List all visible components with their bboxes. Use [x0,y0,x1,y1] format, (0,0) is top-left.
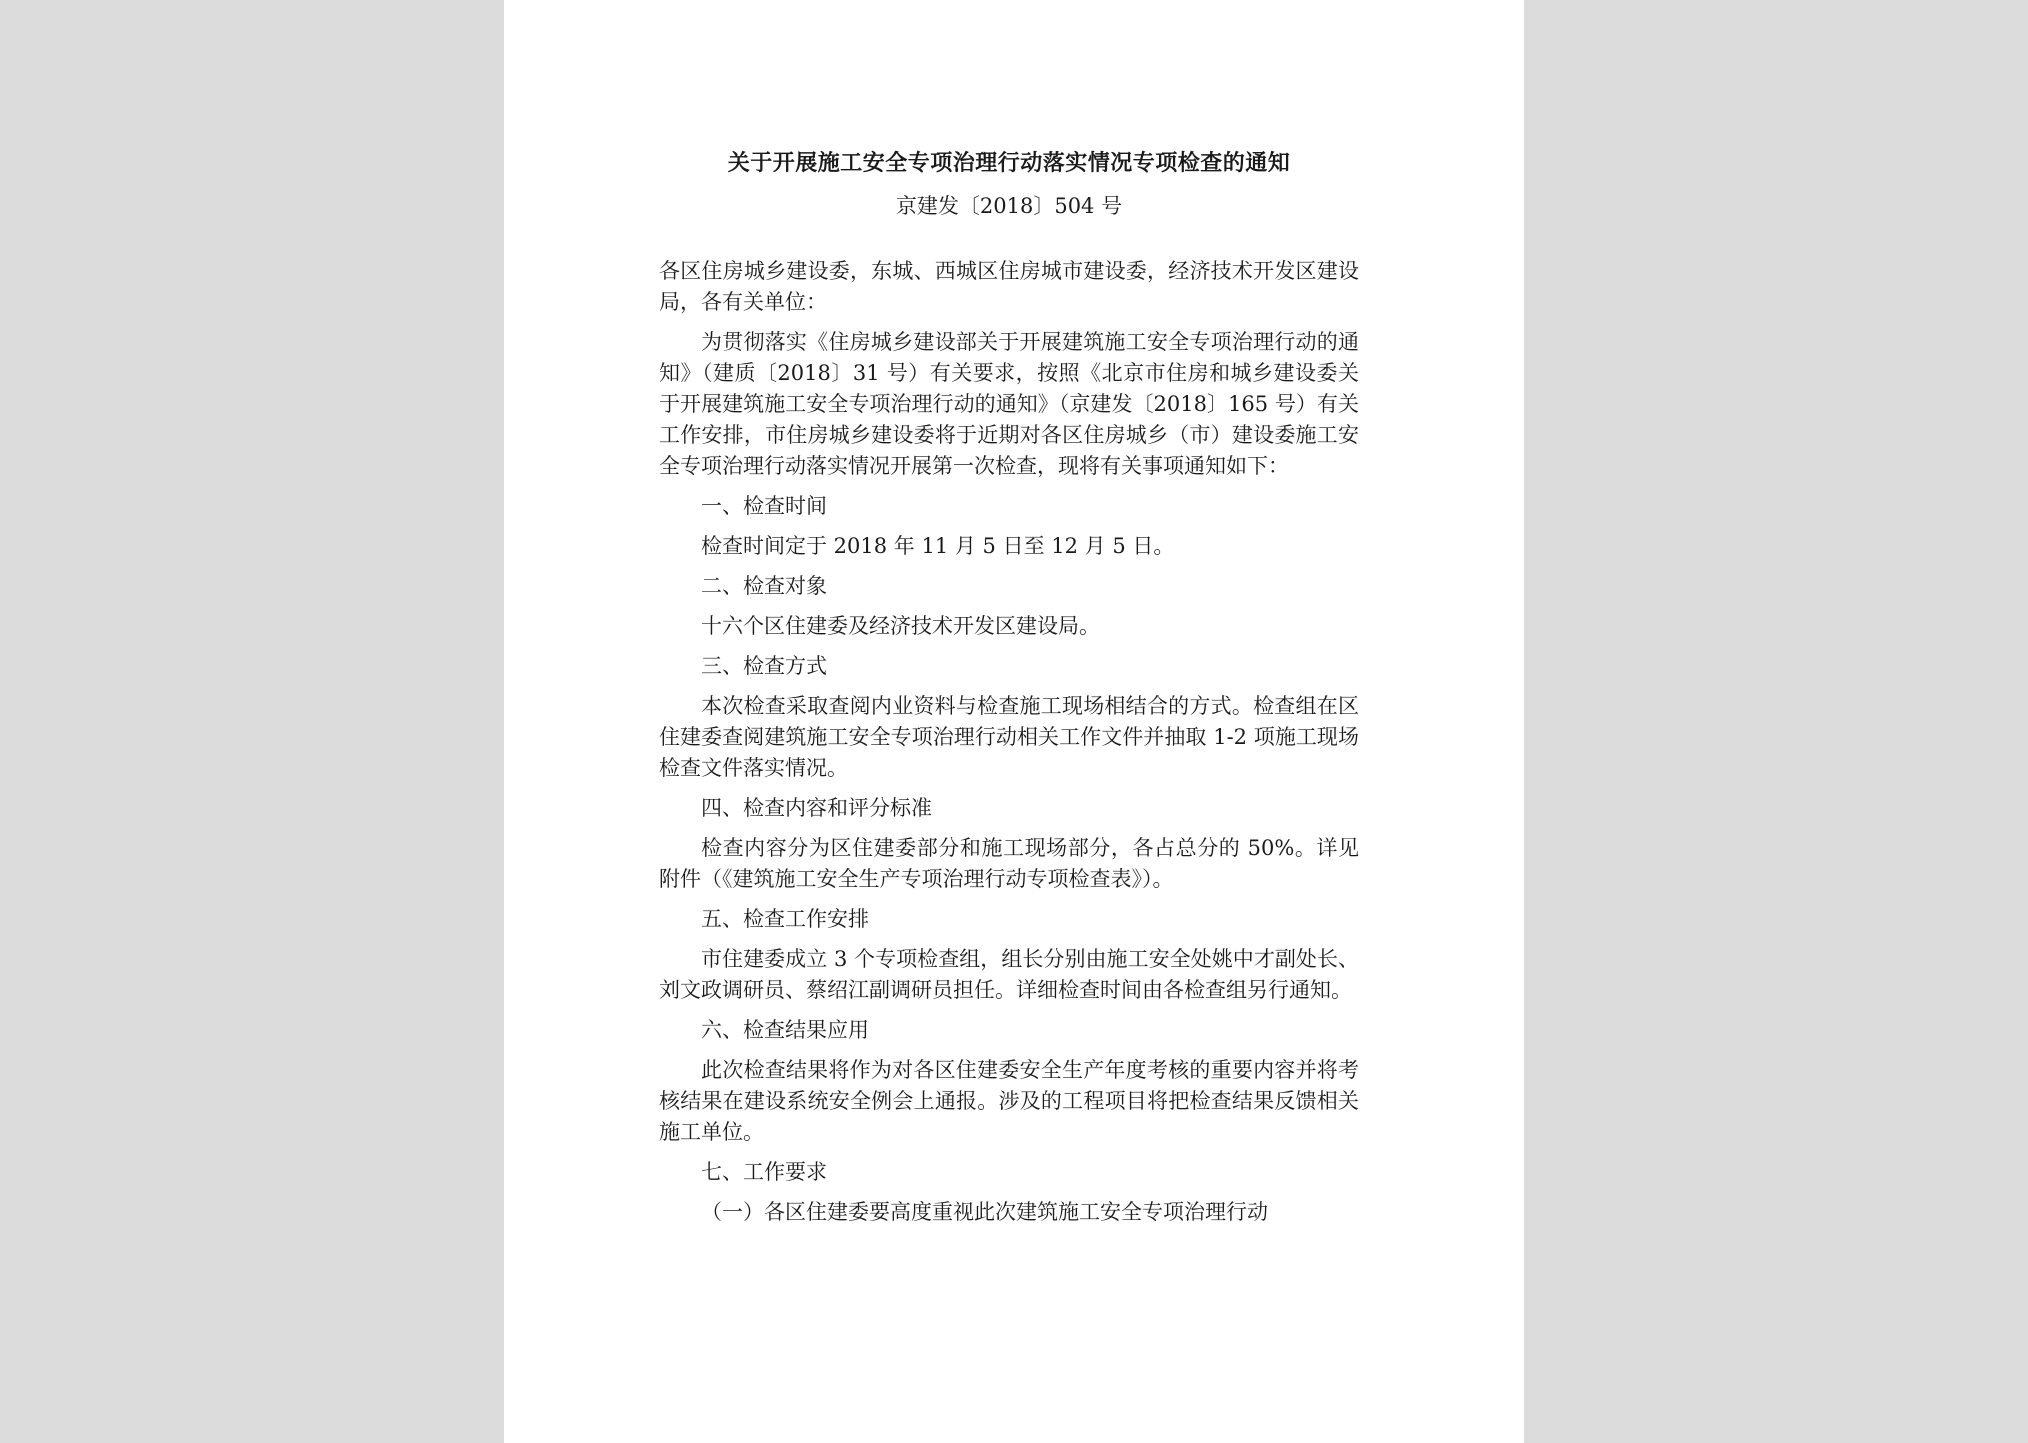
section-heading-time: 一、检查时间 [701,494,827,518]
document-number: 京建发〔2018〕504 号 [895,194,1123,218]
salutation: 各区住房城乡建设委，东城、西城区住房城市建设委，经济技术开发区建设局，各有关单位： [659,259,1359,314]
section-body-time: 检查时间定于 2018 年 11 月 5 日至 12 月 5 日。 [701,534,1175,558]
section-body-results: 此次检查结果将作为对各区住建委安全生产年度考核的重要内容并将考核结果在建设系统安全例会上通报。涉及的工程项目将把检查结果反馈相关施工单位。 [659,1058,1359,1144]
section-body-criteria: 检查内容分为区住建委部分和施工现场部分，各占总分的 50%。详见附件（《建筑施工安全生产专项治理行动专项检查表》）。 [659,836,1359,891]
section-heading-arrangement: 五、检查工作安排 [701,907,869,931]
section-body-method: 本次检查采取查阅内业资料与检查施工现场相结合的方式。检查组在区住建委查阅建筑施工安全专项治理行动相关工作文件并抽取 1-2 项施工现场检查文件落实情况。 [659,694,1359,780]
page-content [659,146,1359,1237]
section-heading-requirements: 七、工作要求 [701,1160,827,1184]
intro-paragraph: 为贯彻落实《住房城乡建设部关于开展建筑施工安全专项治理行动的通知》（建质〔2018〕31 号）有关要求，按照《北京市住房和城乡建设委关于开展建筑施工安全专项治理行动的通知》（京建发〔2018〕165 号）有关工作安排，市住房城乡建设委将于近期对各区住房城乡（市）建设委施工安全专项治理行动落实情况开展第一次检查，现将有关事项通知如下： [659,330,1359,478]
document-page [504,0,1524,1443]
section-heading-target: 二、检查对象 [701,574,827,598]
document-title: 关于开展施工安全专项治理行动落实情况专项检查的通知 [727,150,1291,176]
section-body-requirements: （一）各区住建委要高度重视此次建筑施工安全专项治理行动 [701,1200,1268,1224]
section-heading-method: 三、检查方式 [701,654,827,678]
section-heading-criteria: 四、检查内容和评分标准 [701,796,932,820]
section-body-target: 十六个区住建委及经济技术开发区建设局。 [701,614,1100,638]
section-heading-results: 六、检查结果应用 [701,1018,869,1042]
section-body-arrangement: 市住建委成立 3 个专项检查组，组长分别由施工安全处姚中才副处长、刘文政调研员、蔡绍江副调研员担任。详细检查时间由各检查组另行通知。 [659,947,1359,1002]
